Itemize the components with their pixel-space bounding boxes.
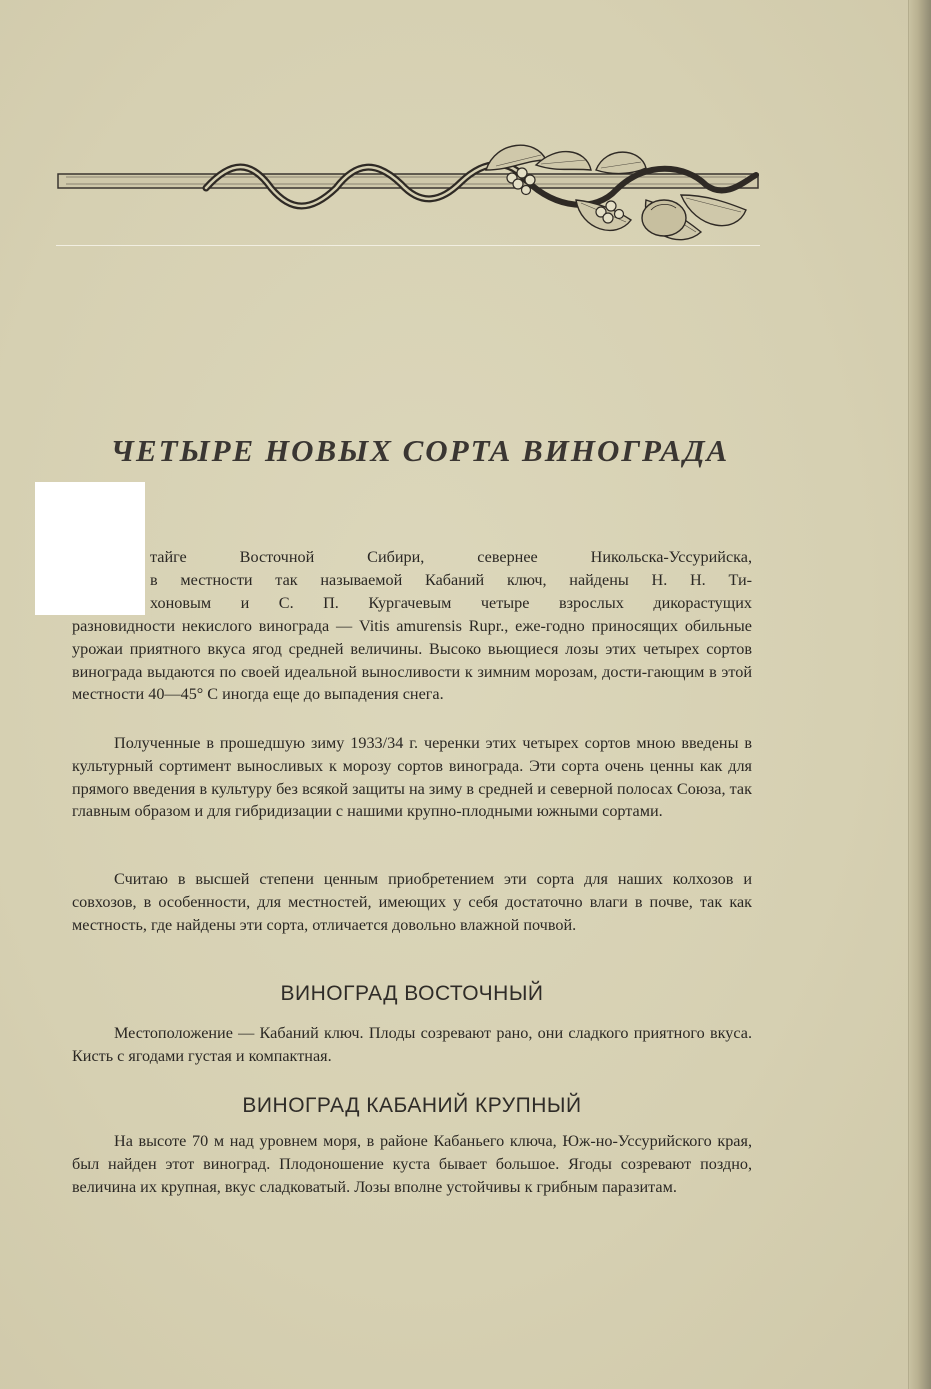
ornament-rule (56, 245, 760, 246)
vine-ornament-icon (56, 140, 762, 250)
intro-rest: разновидности некислого винограда — Vitis amurensis Rupr., еже-годно приносящих обильные урожаи приятного вкуса ягод средней величины. Высоко вьющиеся лозы этих четырех сортов винограда выдаются по своей идеальной выносливости к зимним морозам, дости-гающим в этой местности 40—45° С иногда еще до выпадения снега. (72, 617, 752, 704)
section-vostochny-text: Местоположение — Кабаний ключ. Плоды созревают рано, они сладкого приятного вкуса. Кисть с ягодами густая и компактная. (72, 1024, 752, 1065)
paragraph-2 (72, 732, 752, 823)
intro-line-1: тайге Восточной Сибири, севернее Никольска-Уссурийска, (150, 548, 752, 566)
intro-lines-2-3 (150, 569, 752, 615)
intro-paragraph (72, 615, 752, 706)
section-kabaniy-body (72, 1130, 752, 1198)
page-title: ЧЕТЫРЕ НОВЫХ СОРТА ВИНОГРАДА (110, 433, 730, 468)
section-heading-kabaniy: ВИНОГРАД КАБАНИЙ КРУПНЫЙ (242, 1094, 582, 1117)
section-vostochny-body (72, 1022, 752, 1068)
section-kabaniy-text: На высоте 70 м над уровнем моря, в районе Кабаньего ключа, Юж-но-Уссурийского края, был найден этот виноград. Плодоношение куста бывает большое. Ягоды созревают поздно, величина их крупная, вкус сладковатый. Лозы вполне устойчивы к грибным паразитам. (72, 1132, 752, 1196)
redacted-drop-cap (35, 482, 145, 615)
intro-line-3: хоновым и С. П. Кургачевым четыре взрослых дикорастущих (150, 593, 752, 612)
paragraph-2-text: Полученные в прошедшую зиму 1933/34 г. черенки этих четырех сортов мною введены в культурный сортимент выносливых к морозу сортов винограда. Эти сорта очень ценны как для прямого введения в культуру без всякой защиты на зиму в средней и северной полосах Союза, так главным образом и для гибридизации с нашими крупно-плодными южными сортами. (72, 734, 752, 821)
intro-line-2: в местности так называемой Кабаний ключ, найдены Н. Н. Ти- (150, 571, 752, 589)
intro-first-lines (150, 546, 752, 569)
section-heading-vostochny: ВИНОГРАД ВОСТОЧНЫЙ (280, 982, 544, 1005)
page-fold-line (908, 0, 909, 1389)
page-binding-edge (909, 0, 931, 1389)
paragraph-3 (72, 868, 752, 936)
paragraph-3-text: Считаю в высшей степени ценным приобретением эти сорта для наших колхозов и совхозов, в особенности, для местностей, имеющих у себя достаточно влаги в почве, так как местность, где найдены эти сорта, отличается довольно влажной почвой. (72, 870, 752, 934)
